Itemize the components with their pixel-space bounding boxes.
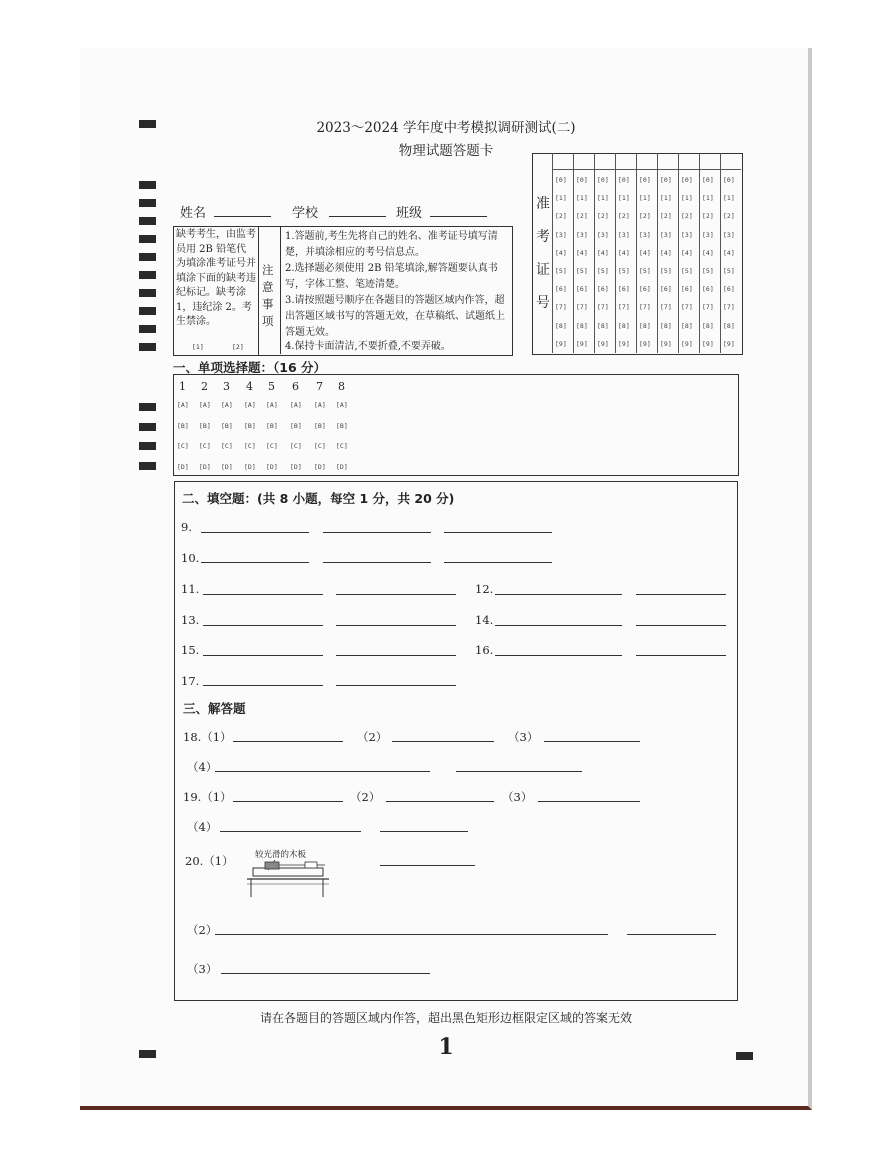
exam-number-column-divider xyxy=(720,153,721,353)
school-field[interactable] xyxy=(329,216,386,217)
notes-item-1: 1.答题前,考生先将自己的姓名、准考证号填写清楚，并填涂相应的考号信息点。 xyxy=(285,231,498,258)
exam-number-bubble[interactable]: [9] xyxy=(618,339,630,348)
q18-4-blank[interactable] xyxy=(215,771,430,772)
absent-instructions: 缺考考生，由监考员用 2B 铅笔代为填涂准考证号并填涂下面的缺考违纪标记。缺考涂 1，违纪涂 2。考生禁涂。 xyxy=(176,229,256,327)
exam-number-bubble[interactable]: [9] xyxy=(576,339,588,348)
exam-number-bubble[interactable]: [7] xyxy=(555,303,567,312)
timing-marker xyxy=(139,235,156,243)
exam-number-bubble[interactable]: [8] xyxy=(639,321,651,330)
exam-number-bubble[interactable]: [6] xyxy=(576,285,588,294)
q19-4-blank[interactable] xyxy=(220,831,361,832)
mcq-bubble[interactable]: [A] xyxy=(336,401,348,409)
timing-marker xyxy=(139,253,156,261)
timing-marker xyxy=(139,289,156,297)
exam-number-bubble[interactable]: [9] xyxy=(597,339,609,348)
exam-number-bubble[interactable]: [1] xyxy=(681,194,693,203)
timing-marker xyxy=(139,442,156,450)
class-field[interactable] xyxy=(430,216,487,217)
q10-label: 10. xyxy=(181,551,200,565)
mcq-question-number: 1 xyxy=(179,380,186,393)
exam-number-bubble[interactable]: [7] xyxy=(681,303,693,312)
mcq-question-number: 3 xyxy=(223,380,230,393)
board-block-diagram xyxy=(243,848,335,898)
mcq-bubble[interactable]: [A] xyxy=(199,401,211,409)
mcq-bubble[interactable]: [A] xyxy=(244,401,256,409)
exam-number-column-divider xyxy=(636,153,637,353)
footer-warning: 请在各题目的答题区域内作答，超出黑色矩形边框限定区域的答案无效 xyxy=(259,1011,632,1025)
q12-blank[interactable] xyxy=(636,594,726,595)
exam-number-write-box[interactable] xyxy=(657,153,678,170)
exam-number-bubble[interactable]: [3] xyxy=(723,230,735,239)
q20-2-blank[interactable] xyxy=(215,934,608,935)
notes-item-3: 3.请按照题号顺序在各题目的答题区域内作答，超出答题区域书写的答题无效，在草稿纸、试题纸上答题无效。 xyxy=(285,295,505,338)
exam-number-bubble[interactable]: [4] xyxy=(618,248,630,257)
exam-number-bubble[interactable]: [1] xyxy=(618,194,630,203)
exam-number-bubble[interactable]: [2] xyxy=(555,212,567,221)
exam-number-bubble[interactable]: [1] xyxy=(597,194,609,203)
exam-number-write-box[interactable] xyxy=(678,153,699,170)
q16-blank[interactable] xyxy=(636,655,726,656)
exam-number-bubble[interactable]: [2] xyxy=(597,212,609,221)
name-label: 姓名 xyxy=(180,206,207,221)
exam-number-bubble[interactable]: [9] xyxy=(639,339,651,348)
q18-1-blank[interactable] xyxy=(233,741,343,742)
q19-label: 19.（1） xyxy=(183,790,232,804)
q20-figure-label: 较光滑的木板 xyxy=(255,850,307,860)
timing-marker xyxy=(139,343,156,351)
q18-4-label: （4） xyxy=(187,760,218,774)
q13-blank[interactable] xyxy=(336,625,456,626)
exam-number-bubble[interactable]: [4] xyxy=(723,248,735,257)
q15-blank[interactable] xyxy=(203,655,323,656)
mcq-bubble[interactable]: [C] xyxy=(177,442,189,450)
q19-4-label: （4） xyxy=(187,820,218,834)
exam-number-bubble[interactable]: [0] xyxy=(555,176,567,184)
q20-label: 20.（1） xyxy=(185,854,234,868)
exam-number-bubble[interactable]: [3] xyxy=(576,230,588,239)
exam-number-column-divider xyxy=(615,153,616,353)
q14-label: 14. xyxy=(475,613,494,627)
q18-4-blank[interactable] xyxy=(456,771,582,772)
notes-item-2: 2.选择题必须使用 2B 铅笔填涂,解答题要认真书写，字体工整、笔迹清楚。 xyxy=(285,263,498,290)
mcq-question-number: 5 xyxy=(268,380,275,393)
exam-number-write-box[interactable] xyxy=(573,153,594,170)
exam-number-bubble[interactable]: [3] xyxy=(597,230,609,239)
exam-number-bubble[interactable]: [1] xyxy=(723,194,735,203)
exam-number-bubble[interactable]: [8] xyxy=(702,321,714,330)
q18-2-label: （2） xyxy=(357,730,388,744)
exam-number-bubble[interactable]: [9] xyxy=(702,339,714,348)
exam-number-column-divider xyxy=(657,153,658,353)
mcq-question-number: 4 xyxy=(246,380,253,393)
exam-number-bubble[interactable]: [1] xyxy=(702,194,714,203)
exam-number-bubble[interactable]: [0] xyxy=(702,176,714,184)
mcq-bubble[interactable]: [D] xyxy=(336,462,348,471)
mcq-bubble[interactable]: [C] xyxy=(290,442,302,450)
exam-number-bubble[interactable]: [2] xyxy=(702,212,714,221)
timing-marker xyxy=(139,181,156,189)
mcq-question-number: 6 xyxy=(292,380,299,393)
violation-bubble[interactable]: [2] xyxy=(232,343,244,351)
exam-number-bubble[interactable]: [7] xyxy=(639,303,651,312)
q11-blank[interactable] xyxy=(203,594,323,595)
exam-number-bubble[interactable]: [0] xyxy=(660,176,672,184)
exam-number-bubble[interactable]: [5] xyxy=(702,267,714,275)
exam-number-bubble[interactable]: [6] xyxy=(639,285,651,294)
q18-3-blank[interactable] xyxy=(544,741,640,742)
exam-number-bubble[interactable]: [4] xyxy=(660,248,672,257)
q19-4-blank[interactable] xyxy=(380,831,468,832)
exam-number-label: 准考证号 xyxy=(536,196,550,311)
exam-number-bubble[interactable]: [6] xyxy=(702,285,714,294)
q20-3-label: （3） xyxy=(187,962,218,976)
timing-marker xyxy=(139,403,156,411)
exam-number-bubble[interactable]: [2] xyxy=(618,212,630,221)
exam-number-bubble[interactable]: [5] xyxy=(555,267,567,275)
mcq-bubble[interactable]: [D] xyxy=(177,462,189,471)
exam-number-write-box[interactable] xyxy=(720,153,741,170)
mcq-bubble[interactable]: [B] xyxy=(199,421,211,430)
exam-number-bubble[interactable]: [6] xyxy=(660,285,672,294)
exam-number-bubble[interactable]: [6] xyxy=(681,285,693,294)
exam-number-column-divider xyxy=(699,153,700,353)
q18-label: 18.（1） xyxy=(183,730,232,744)
exam-number-bubble[interactable]: [2] xyxy=(576,212,588,221)
exam-number-bubble[interactable]: [1] xyxy=(660,194,672,203)
exam-number-bubble[interactable]: [2] xyxy=(660,212,672,221)
exam-number-bubble[interactable]: [5] xyxy=(723,267,735,275)
mcq-bubble[interactable]: [A] xyxy=(290,401,302,409)
exam-number-bubble[interactable]: [8] xyxy=(597,321,609,330)
mcq-bubble[interactable]: [B] xyxy=(336,421,348,430)
mcq-bubble[interactable]: [C] xyxy=(221,442,233,450)
exam-number-column-divider xyxy=(678,153,679,353)
exam-number-bubble[interactable]: [5] xyxy=(639,267,651,275)
exam-number-bubble[interactable]: [5] xyxy=(681,267,693,275)
mcq-bubble[interactable]: [D] xyxy=(290,462,302,471)
notes-label: 注意事项 xyxy=(262,263,274,328)
exam-number-write-box[interactable] xyxy=(552,153,573,170)
exam-number-bubble[interactable]: [0] xyxy=(681,176,693,184)
q20-1-blank[interactable] xyxy=(380,865,475,866)
q17-blank[interactable] xyxy=(203,685,323,686)
exam-number-bubble[interactable]: [0] xyxy=(639,176,651,184)
q17-blank[interactable] xyxy=(336,685,456,686)
q13-label: 13. xyxy=(181,613,200,627)
q10-blank[interactable] xyxy=(201,562,309,563)
exam-number-column-divider xyxy=(594,153,595,353)
exam-number-bubble[interactable]: [0] xyxy=(723,176,735,184)
q19-2-blank[interactable] xyxy=(386,801,494,802)
exam-number-bubble[interactable]: [4] xyxy=(639,248,651,257)
q15-blank[interactable] xyxy=(336,655,456,656)
q19-1-blank[interactable] xyxy=(233,801,343,802)
section2-title: 二、填空题：(共 8 小题，每空 1 分，共 20 分) xyxy=(182,491,455,506)
exam-number-write-box[interactable] xyxy=(699,153,720,170)
mcq-question-number: 8 xyxy=(338,380,345,393)
exam-number-bubble[interactable]: [9] xyxy=(660,339,672,348)
mcq-bubble[interactable]: [D] xyxy=(314,462,326,471)
mcq-bubble[interactable]: [D] xyxy=(221,462,233,471)
q19-2-label: （2） xyxy=(350,790,381,804)
q9-label: 9. xyxy=(181,520,192,534)
q11-label: 11. xyxy=(181,582,200,596)
mcq-bubble[interactable]: [A] xyxy=(177,401,189,409)
exam-number-bubble[interactable]: [7] xyxy=(618,303,630,312)
exam-number-bubble[interactable]: [7] xyxy=(576,303,588,312)
mcq-bubble[interactable]: [B] xyxy=(244,421,256,430)
section1-box xyxy=(173,374,739,476)
mcq-bubble[interactable]: [D] xyxy=(266,462,278,471)
mcq-bubble[interactable]: [B] xyxy=(221,421,233,430)
q20-2-label: （2） xyxy=(187,923,218,937)
page-subtitle: 物理试题答题卡 xyxy=(398,143,494,159)
exam-number-bubble[interactable]: [6] xyxy=(597,285,609,294)
mcq-bubble[interactable]: [A] xyxy=(266,401,278,409)
exam-number-bubble[interactable]: [0] xyxy=(576,176,588,184)
exam-number-bubble[interactable]: [0] xyxy=(618,176,630,184)
exam-number-bubble[interactable]: [5] xyxy=(660,267,672,275)
exam-number-bubble[interactable]: [7] xyxy=(702,303,714,312)
exam-number-bubble[interactable]: [7] xyxy=(660,303,672,312)
exam-number-bubble[interactable]: [4] xyxy=(555,248,567,257)
exam-number-bubble[interactable]: [6] xyxy=(618,285,630,294)
exam-number-write-box[interactable] xyxy=(636,153,657,170)
exam-number-bubble[interactable]: [6] xyxy=(723,285,735,294)
mcq-question-number: 2 xyxy=(201,380,208,393)
q12-blank[interactable] xyxy=(495,594,622,595)
exam-number-column-divider xyxy=(552,153,553,353)
exam-number-bubble[interactable]: [0] xyxy=(597,176,609,184)
mcq-bubble[interactable]: [B] xyxy=(266,421,278,430)
q12-label: 12. xyxy=(475,582,494,596)
exam-number-bubble[interactable]: [8] xyxy=(681,321,693,330)
q15-label: 15. xyxy=(181,643,200,657)
mcq-bubble[interactable]: [C] xyxy=(266,442,278,450)
exam-number-bubble[interactable]: [4] xyxy=(597,248,609,257)
q9-blank[interactable] xyxy=(201,532,309,533)
q19-3-blank[interactable] xyxy=(538,801,640,802)
exam-number-bubble[interactable]: [1] xyxy=(639,194,651,203)
exam-number-bubble[interactable]: [6] xyxy=(555,285,567,294)
q20-3-blank[interactable] xyxy=(221,973,430,974)
exam-number-write-box[interactable] xyxy=(594,153,615,170)
exam-number-bubble[interactable]: [5] xyxy=(618,267,630,275)
mcq-bubble[interactable]: [C] xyxy=(336,442,348,450)
q20-figure xyxy=(243,848,335,898)
timing-marker xyxy=(139,271,156,279)
mcq-bubble[interactable]: [C] xyxy=(244,442,256,450)
q16-label: 16. xyxy=(475,643,494,657)
mcq-bubble[interactable]: [B] xyxy=(177,421,189,430)
exam-number-bubble[interactable]: [7] xyxy=(723,303,735,312)
q14-blank[interactable] xyxy=(495,625,622,626)
page-title: 2023～2024 学年度中考模拟调研测试(二) xyxy=(316,120,576,136)
mcq-bubble[interactable]: [B] xyxy=(314,421,326,430)
class-label: 班级 xyxy=(396,206,423,221)
exam-number-bubble[interactable]: [4] xyxy=(681,248,693,257)
timing-marker xyxy=(139,423,156,431)
exam-number-bubble[interactable]: [1] xyxy=(576,194,588,203)
timing-marker xyxy=(139,217,156,225)
exam-number-bubble[interactable]: [8] xyxy=(723,321,735,330)
exam-number-bubble[interactable]: [2] xyxy=(681,212,693,221)
exam-number-bubble[interactable]: [2] xyxy=(639,212,651,221)
mcq-bubble[interactable]: [C] xyxy=(314,442,326,450)
exam-number-bubble[interactable]: [8] xyxy=(660,321,672,330)
exam-number-bubble[interactable]: [9] xyxy=(681,339,693,348)
exam-number-bubble[interactable]: [3] xyxy=(555,230,567,239)
q9-blank[interactable] xyxy=(444,532,552,533)
q20-2-blank[interactable] xyxy=(627,934,716,935)
mcq-bubble[interactable]: [B] xyxy=(290,421,302,430)
timing-marker xyxy=(139,307,156,315)
exam-number-bubble[interactable]: [3] xyxy=(639,230,651,239)
exam-number-bubble[interactable]: [8] xyxy=(618,321,630,330)
mcq-bubble[interactable]: [C] xyxy=(199,442,211,450)
q18-2-blank[interactable] xyxy=(392,741,494,742)
q10-blank[interactable] xyxy=(444,562,552,563)
exam-number-bubble[interactable]: [8] xyxy=(576,321,588,330)
exam-number-bubble[interactable]: [5] xyxy=(576,267,588,275)
exam-number-bubble[interactable]: [3] xyxy=(660,230,672,239)
timing-marker xyxy=(139,325,156,333)
mcq-bubble[interactable]: [D] xyxy=(199,462,211,471)
exam-number-bubble[interactable]: [3] xyxy=(702,230,714,239)
mcq-bubble[interactable]: [D] xyxy=(244,462,256,471)
exam-number-bubble[interactable]: [9] xyxy=(723,339,735,348)
q18-3-label: （3） xyxy=(508,730,539,744)
exam-number-bubble[interactable]: [4] xyxy=(576,248,588,257)
exam-number-write-box[interactable] xyxy=(615,153,636,170)
exam-number-bubble[interactable]: [1] xyxy=(555,194,567,203)
mcq-question-number: 7 xyxy=(316,380,323,393)
q16-blank[interactable] xyxy=(495,655,622,656)
q11-blank[interactable] xyxy=(336,594,456,595)
q13-blank[interactable] xyxy=(203,625,323,626)
timing-marker xyxy=(139,199,156,207)
exam-number-bubble[interactable]: [9] xyxy=(555,339,567,348)
exam-number-bubble[interactable]: [3] xyxy=(681,230,693,239)
name-field[interactable] xyxy=(214,216,271,217)
exam-number-bubble[interactable]: [2] xyxy=(723,212,735,221)
section3-title: 三、解答题 xyxy=(183,701,246,716)
mcq-bubble[interactable]: [A] xyxy=(314,401,326,409)
q19-3-label: （3） xyxy=(502,790,533,804)
school-label: 学校 xyxy=(292,206,319,221)
exam-number-bubble[interactable]: [4] xyxy=(702,248,714,257)
section1-title: 一、单项选择题：（16 分） xyxy=(173,360,326,375)
page-number: 1 xyxy=(438,1034,454,1060)
exam-number-bubble[interactable]: [5] xyxy=(597,267,609,275)
exam-number-column-divider xyxy=(573,153,574,353)
exam-number-bubble[interactable]: [3] xyxy=(618,230,630,239)
mcq-bubble[interactable]: [A] xyxy=(221,401,233,409)
exam-number-bubble[interactable]: [7] xyxy=(597,303,609,312)
q17-label: 17. xyxy=(181,674,200,688)
exam-number-bubble[interactable]: [8] xyxy=(555,321,567,330)
q10-blank[interactable] xyxy=(323,562,431,563)
timing-marker xyxy=(139,462,156,470)
notes-item-4: 4.保持卡面清洁,不要折叠,不要弄破。 xyxy=(285,341,451,352)
q9-blank[interactable] xyxy=(323,532,431,533)
q14-blank[interactable] xyxy=(636,625,726,626)
absent-bubble[interactable]: [1] xyxy=(192,343,204,351)
